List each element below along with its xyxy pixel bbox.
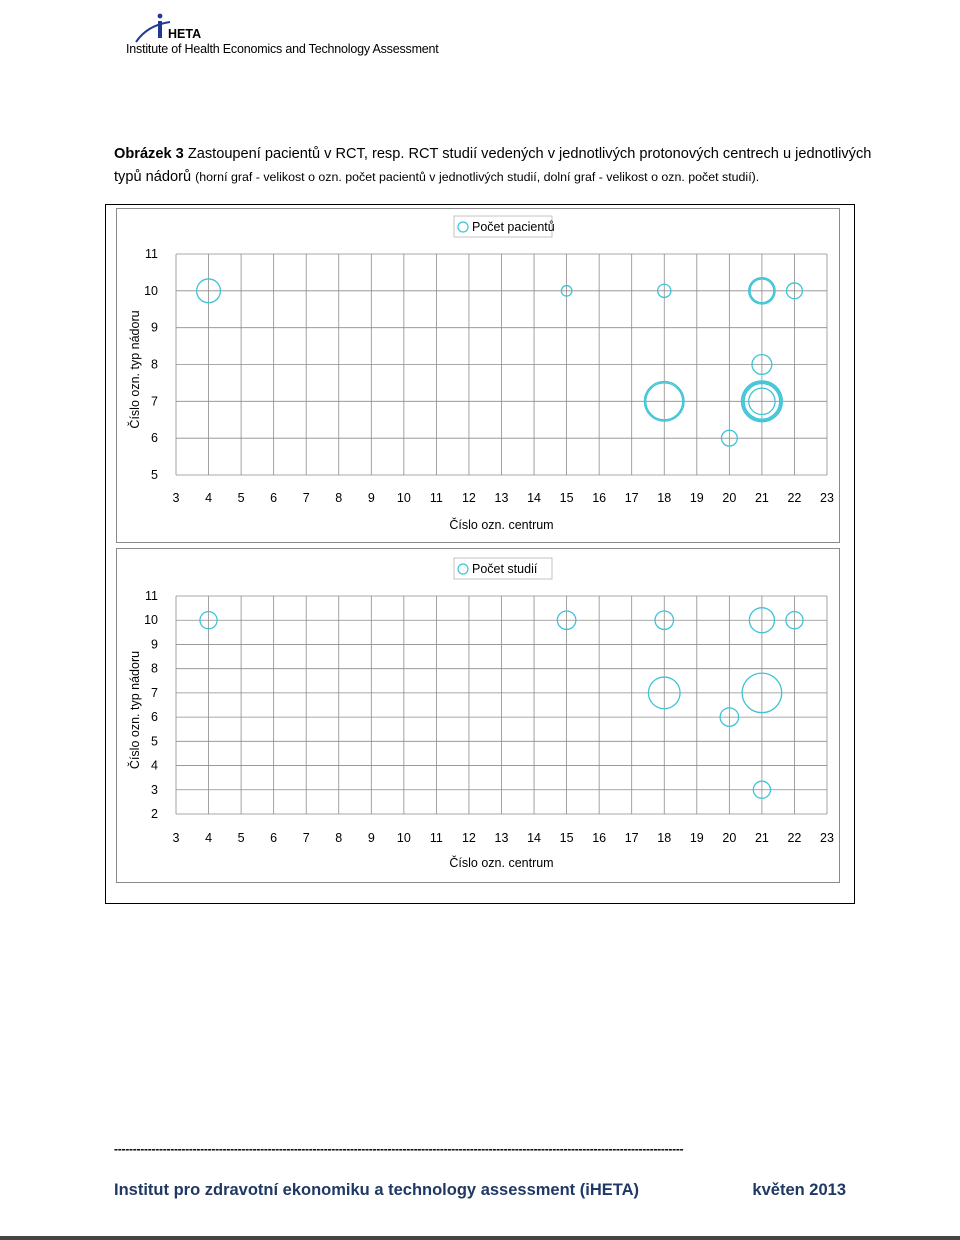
footer-institute: Institut pro zdravotní ekonomiku a technology assessment (iHETA): [114, 1181, 640, 1199]
x-tick-label: 11: [429, 831, 443, 845]
x-tick-label: 23: [820, 491, 834, 505]
x-tick-label: 21: [754, 831, 769, 845]
chart-studies-svg: [117, 549, 839, 882]
y-tick-label: 7: [151, 394, 158, 409]
caption-note: (horní graf - velikost o ozn. počet pacientů v jednotlivých studií, dolní graf - velikost o ozn. počet studií).: [195, 170, 760, 184]
legend: [454, 216, 555, 237]
iheta-logo: [122, 4, 439, 58]
legend-label: Počet studií: [472, 562, 538, 576]
y-tick-label: 2: [151, 807, 158, 821]
x-tick-label: 15: [559, 491, 574, 505]
y-tick-label: 4: [151, 758, 158, 773]
y-tick-label: 8: [151, 661, 158, 676]
x-tick-label: 22: [787, 491, 802, 505]
y-tick-label: 6: [151, 431, 158, 446]
logo-wordmark: HETA: [168, 27, 202, 41]
x-tick-label: 6: [270, 491, 278, 505]
y-tick-label: 11: [145, 589, 158, 603]
chart-patients-svg: [117, 209, 839, 542]
x-tick-label: 13: [494, 831, 509, 845]
x-tick-label: 16: [592, 831, 607, 845]
y-tick-label: 9: [151, 320, 158, 335]
y-tick-label: 6: [151, 710, 158, 725]
x-tick-label: 14: [527, 831, 542, 845]
y-tick-label: 5: [151, 734, 158, 749]
x-tick-label: 8: [335, 831, 343, 845]
x-tick-label: 20: [722, 491, 737, 505]
x-tick-label: 3: [172, 831, 180, 845]
x-tick-label: 19: [689, 831, 704, 845]
x-tick-label: 7: [302, 831, 310, 845]
y-axis-label: Číslo ozn. typ nádoru: [128, 310, 142, 429]
y-tick-label: 8: [151, 357, 158, 372]
legend: [454, 558, 552, 579]
y-tick-label: 3: [151, 782, 158, 797]
caption-label: Obrázek 3: [114, 146, 184, 162]
logo-graphic: [122, 4, 439, 58]
x-tick-label: 17: [624, 831, 639, 845]
footer-date: květen 2013: [752, 1181, 846, 1199]
x-tick-label: 10: [396, 491, 411, 505]
y-tick-label: 7: [151, 685, 158, 700]
x-tick-label: 4: [205, 491, 213, 505]
x-tick-label: 15: [559, 831, 574, 845]
x-axis-label: Číslo ozn. centrum: [449, 518, 554, 532]
x-tick-label: 21: [754, 491, 769, 505]
chart-patients: [116, 208, 840, 543]
x-tick-label: 13: [494, 491, 509, 505]
x-tick-label: 18: [657, 491, 672, 505]
x-tick-label: 4: [205, 831, 213, 845]
y-tick-label: 9: [151, 637, 158, 652]
x-tick-label: 12: [461, 491, 476, 505]
x-tick-label: 5: [237, 491, 245, 505]
x-tick-label: 16: [592, 491, 607, 505]
x-tick-label: 9: [367, 491, 375, 505]
x-tick-label: 14: [527, 491, 542, 505]
legend-label: Počet pacientů: [472, 220, 555, 234]
x-tick-label: 18: [657, 831, 672, 845]
x-tick-label: 11: [429, 491, 443, 505]
x-tick-label: 17: [624, 491, 639, 505]
x-tick-label: 9: [367, 831, 375, 845]
x-tick-label: 6: [270, 831, 278, 845]
figure-caption: [114, 143, 874, 189]
x-tick-label: 23: [820, 831, 834, 845]
x-tick-label: 8: [335, 491, 343, 505]
x-tick-label: 22: [787, 831, 802, 845]
x-tick-label: 5: [237, 831, 245, 845]
x-tick-label: 12: [461, 831, 476, 845]
x-tick-label: 7: [302, 491, 310, 505]
x-tick-label: 10: [396, 831, 411, 845]
caption-text: Zastoupení pacientů v RCT, resp. RCT studií vedených v jednotlivých protonových centrech u jednotlivých typů nádorů: [114, 146, 872, 185]
x-tick-label: 19: [689, 491, 704, 505]
y-tick-label: 10: [144, 613, 158, 628]
y-tick-label: 11: [145, 247, 158, 261]
logo-arc-icon: [136, 14, 170, 42]
y-tick-label: 10: [144, 283, 158, 298]
page-bottom-bar: [0, 1236, 960, 1240]
x-tick-label: 20: [722, 831, 737, 845]
x-tick-label: 3: [172, 491, 180, 505]
y-tick-label: 5: [151, 468, 158, 482]
logo-tagline: Institute of Health Economics and Technology Assessment: [126, 42, 439, 56]
footer-divider: --------------------------------------------------------------------------------------------------------------------------------------------------------: [114, 1142, 684, 1156]
x-axis-label: Číslo ozn. centrum: [449, 856, 554, 870]
y-axis-label: Číslo ozn. typ nádoru: [128, 650, 142, 770]
chart-studies: [116, 548, 840, 883]
